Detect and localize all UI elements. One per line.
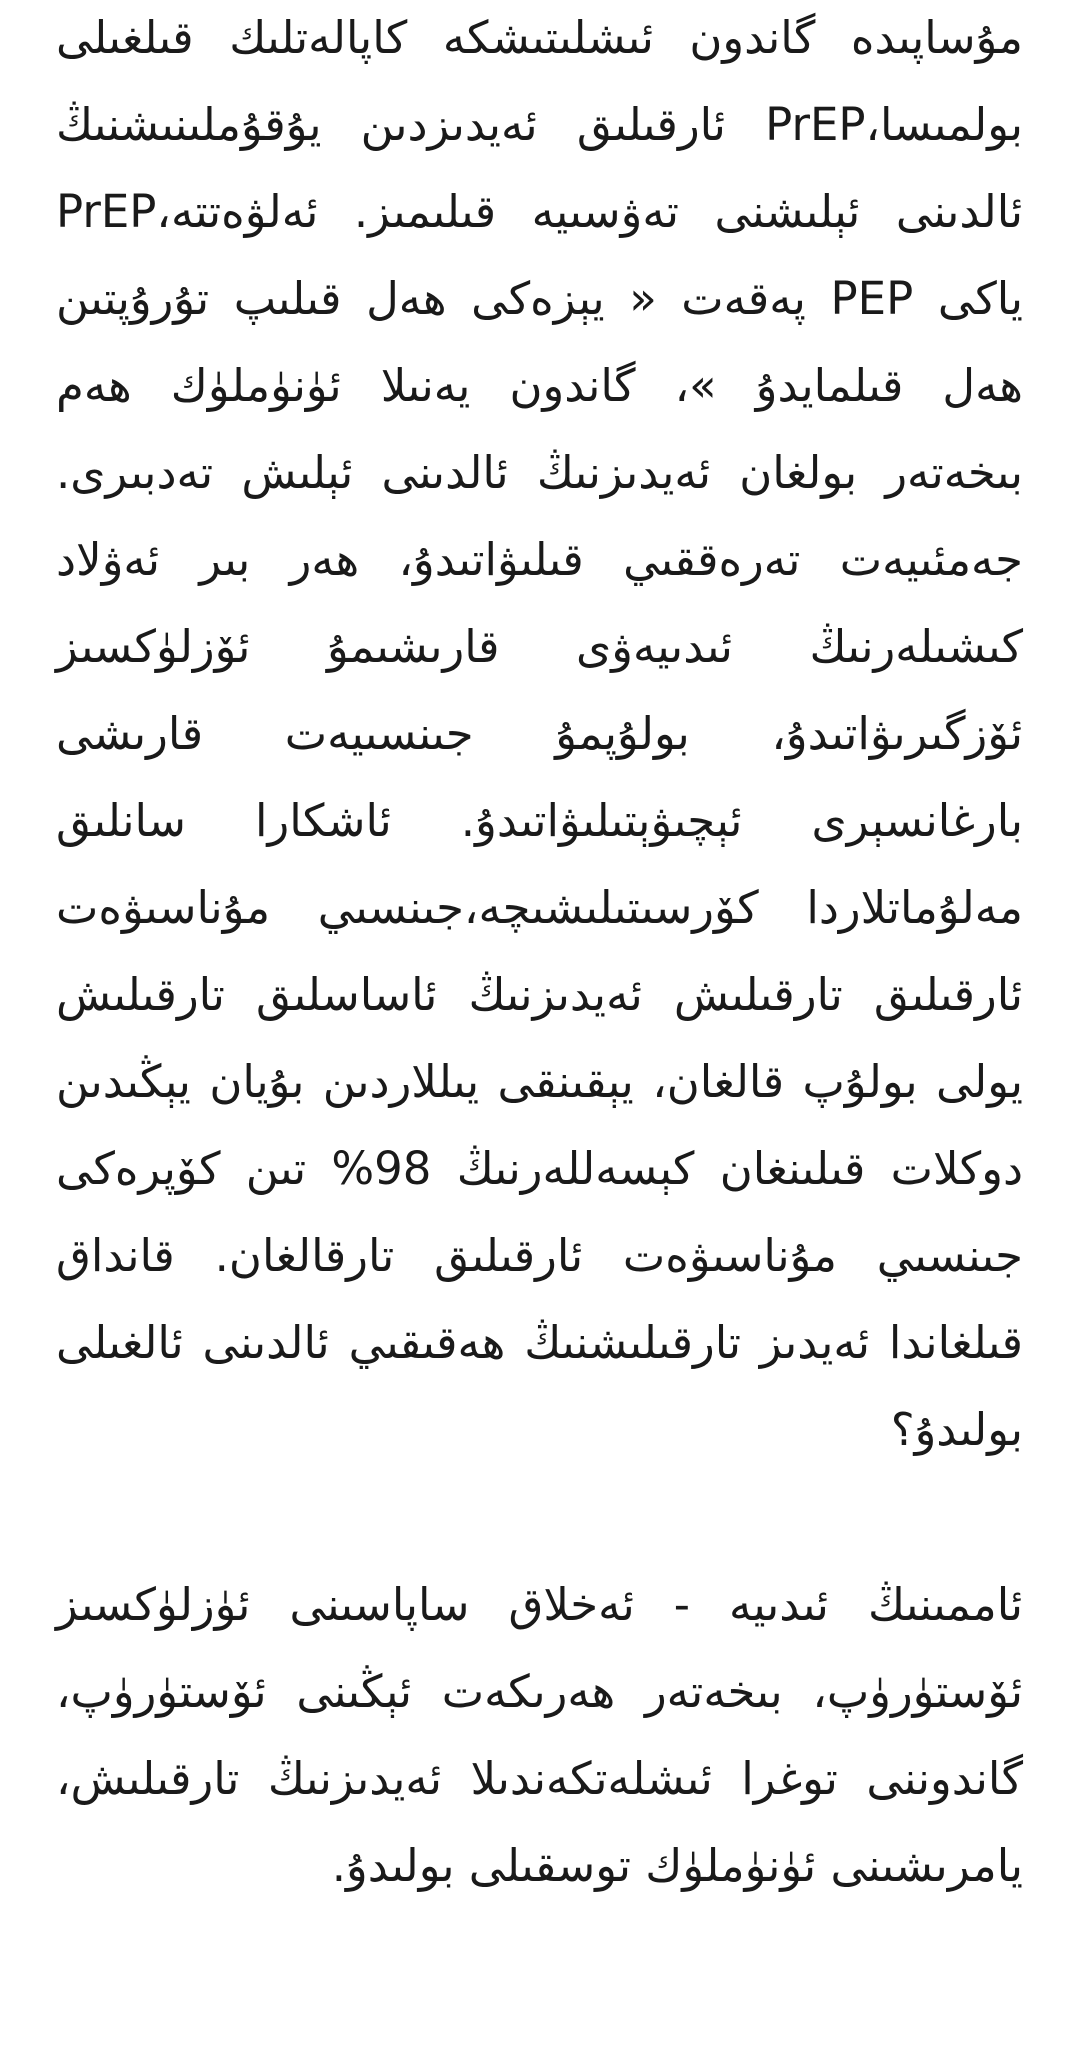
article-paragraph-1: مۇساپىدە گاندون ئىشلىتىشكە كاپالەتلىك قىلغىلى بولمىسا،PrEP ئارقىلىق ئەيدىزدىن يۇقۇملىنىشنىڭ ئالدىنى ئېلىشنى تەۋسىيە قىلىمىز. ئەلۋەتتە،PrEP ياكى PEP پەقەت « يېزەكى ھەل قىلىپ تۇرۇپتىن ھەل قىلمايدۇ »، گاندون يەنىلا ئۈنۈملۈك ھەم بىخەتەر بولغان ئەيدىزنىڭ ئالدىنى ئېلىش تەدبىرى. جەمئىيەت تەرەققىي قىلىۋاتىدۇ، ھەر بىر ئەۋلاد كىشىلەرنىڭ ئىدىيەۋى قارىشىمۇ ئۆزلۈكسىز ئۆزگىرىۋاتىدۇ، بولۇپمۇ جىنسىيەت قارىشى بارغانسېرى ئېچىۋېتىلىۋاتىدۇ. ئاشكارا سانلىق مەلۇماتلاردا كۆرسىتىلىشىچە،جىنسىي مۇناسىۋەت ئارقىلىق تارقىلىش ئەيدىزنىڭ ئاساسلىق تارقىلىش يولى بولۇپ قالغان، يېقىنقى يىللاردىن بۇيان يېڭىدىن دوكلات قىلىنغان كېسەللەرنىڭ 98% تىن كۆپرەكى جىنسىي مۇناسىۋەت ئارقىلىق تارقالغان. قانداق قىلغاندا ئەيدىز تارقىلىشنىڭ ھەقىقىي ئالدىنى ئالغىلى بولىدۇ؟ xyxy=(56,11,1023,1456)
article-paragraph-2: ئاممىنىڭ ئىدىيە - ئەخلاق ساپاسىنى ئۈزلۈكسىز ئۆستۈرۈپ، بىخەتەر ھەرىكەت ئېڭىنى ئۆستۈرۈپ، گاندوننى توغرا ئىشلەتكەندىلا ئەيدىزنىڭ تارقىلىش، يامرىشىنى ئۈنۈملۈك توسقىلى بولىدۇ. xyxy=(56,1578,1023,1892)
